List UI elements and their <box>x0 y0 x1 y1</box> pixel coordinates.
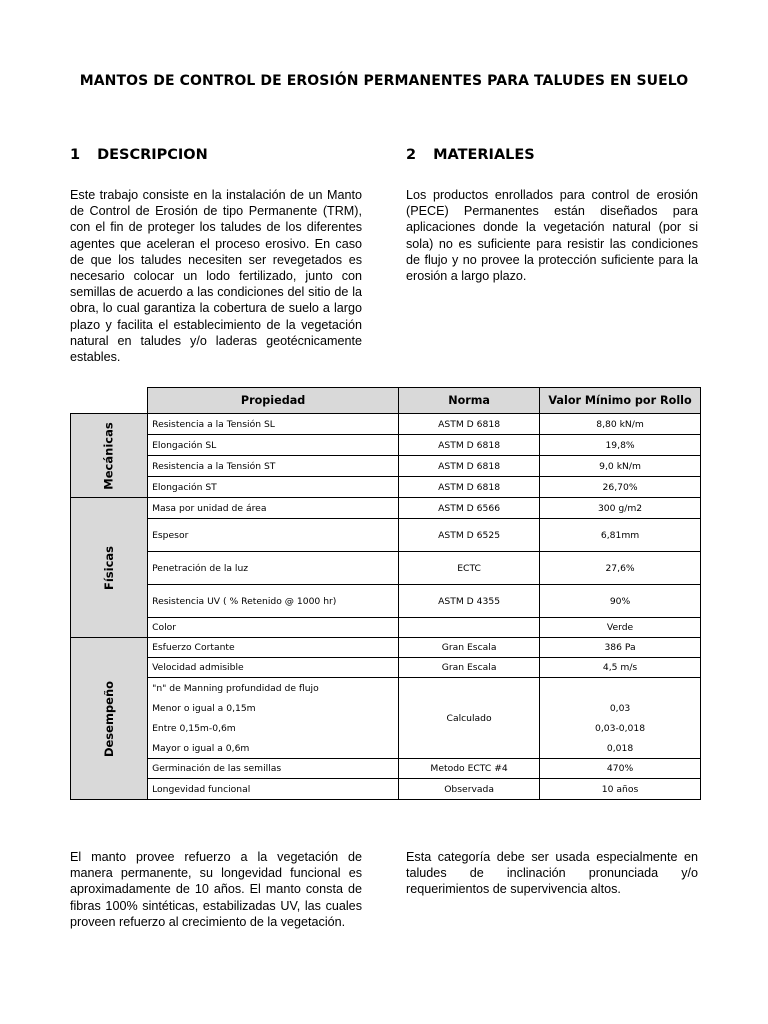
section-heading-text: DESCRIPCION <box>97 147 208 163</box>
header-valor: Valor Mínimo por Rollo <box>540 388 701 414</box>
table-row <box>71 552 701 585</box>
table-row <box>71 638 701 658</box>
section-heading-text: MATERIALES <box>433 147 535 163</box>
cell-valor: 10 años <box>540 779 701 800</box>
table-header-row <box>71 388 701 414</box>
cell-valor <box>540 678 701 699</box>
group-fisicas <box>71 498 148 638</box>
cell-propiedad: Resistencia a la Tensión SL <box>148 414 399 435</box>
cell-norma: ASTM D 6818 <box>399 456 540 477</box>
table-row <box>71 414 701 435</box>
cell-propiedad: Espesor <box>148 519 399 552</box>
table-row <box>71 618 701 638</box>
table-row <box>71 779 701 800</box>
section-heading-descripcion <box>70 147 208 163</box>
cell-norma: ASTM D 6818 <box>399 435 540 456</box>
refuerzo-paragraph: El manto provee refuerzo a la vegetación de manera permanente, su longevidad funcional es aproximadamente de 10 años. El manto consta de fibras 100% sintéticas, estabilizadas UV, las cuales proveen refuerzo al crecimiento de la vegetación. <box>70 850 362 929</box>
table-row <box>71 585 701 618</box>
cell-valor: 300 g/m2 <box>540 498 701 519</box>
document-title: MANTOS DE CONTROL DE EROSIÓN PERMANENTES PARA TALUDES EN SUELO <box>79 73 689 89</box>
table-row <box>71 718 701 738</box>
section-number: 1 <box>70 147 81 163</box>
cell-norma: Observada <box>399 779 540 800</box>
cell-valor: 4,5 m/s <box>540 658 701 678</box>
cell-valor: 19,8% <box>540 435 701 456</box>
cell-valor: 386 Pa <box>540 638 701 658</box>
properties-table <box>70 387 701 800</box>
section-number: 2 <box>406 147 417 163</box>
cell-valor: 0,03-0,018 <box>540 718 701 738</box>
cell-propiedad: Longevidad funcional <box>148 779 399 800</box>
cell-propiedad: Masa por unidad de área <box>148 498 399 519</box>
cell-propiedad: Germinación de las semillas <box>148 759 399 779</box>
materiales-paragraph: Los productos enrollados para control de erosión (PECE) Permanentes están diseñados para aplicaciones donde la vegetación natural (por si sola) no es suficiente para resistir las condiciones de flujo y no provee la protección suficiente para la erosión a largo plazo. <box>406 188 698 284</box>
cell-propiedad: Esfuerzo Cortante <box>148 638 399 658</box>
header-propiedad: Propiedad <box>148 388 399 414</box>
cell-norma: ASTM D 6566 <box>399 498 540 519</box>
cell-valor: 9,0 kN/m <box>540 456 701 477</box>
group-desempeno <box>71 638 148 800</box>
cell-valor: 27,6% <box>540 552 701 585</box>
group-label: Físicas <box>102 545 117 590</box>
cell-norma <box>399 618 540 638</box>
cell-propiedad: Resistencia UV ( % Retenido @ 1000 hr) <box>148 585 399 618</box>
table-row <box>71 658 701 678</box>
cell-norma-calculado: Calculado <box>399 678 540 759</box>
cell-valor: 0,03 <box>540 698 701 718</box>
cell-propiedad: Resistencia a la Tensión ST <box>148 456 399 477</box>
descripcion-paragraph: Este trabajo consiste en la instalación de un Manto de Control de Erosión de tipo Permanente (TRM), con el fin de proteger los taludes de los diferentes agentes que aceleran el proceso erosivo. En caso de que los taludes necesiten ser revegetados es necesario colocar un lodo fertilizado, junto con semillas de acuerdo a las condiciones del sitio de la obra, lo cual garantiza la cobertura de suelo a largo plazo y facilita el establecimiento de la vegetación natural en taludes y/o laderas geotécnicamente estables. <box>70 188 362 365</box>
cell-propiedad: Color <box>148 618 399 638</box>
table-row <box>71 456 701 477</box>
cell-norma: Gran Escala <box>399 638 540 658</box>
cell-propiedad: Velocidad admisible <box>148 658 399 678</box>
table-row <box>71 678 701 699</box>
categoria-paragraph: Esta categoría debe ser usada especialmente en taludes de inclinación pronunciada y/o requerimientos de supervivencia altos. <box>406 850 698 897</box>
header-norma: Norma <box>399 388 540 414</box>
cell-propiedad: Entre 0,15m-0,6m <box>148 718 399 738</box>
cell-valor: 90% <box>540 585 701 618</box>
cell-valor: 6,81mm <box>540 519 701 552</box>
cell-valor: Verde <box>540 618 701 638</box>
cell-propiedad: Menor o igual a 0,15m <box>148 698 399 718</box>
cell-norma: Metodo ECTC #4 <box>399 759 540 779</box>
cell-propiedad: Penetración de la luz <box>148 552 399 585</box>
cell-norma: ASTM D 6818 <box>399 414 540 435</box>
cell-valor: 470% <box>540 759 701 779</box>
cell-norma: ECTC <box>399 552 540 585</box>
cell-valor: 8,80 kN/m <box>540 414 701 435</box>
table-row <box>71 435 701 456</box>
cell-propiedad: "n" de Manning profundidad de flujo <box>148 678 399 699</box>
table-row <box>71 698 701 718</box>
group-label: Desempeño <box>102 680 117 757</box>
group-mecanicas <box>71 414 148 498</box>
cell-propiedad: Elongación SL <box>148 435 399 456</box>
cell-valor: 26,70% <box>540 477 701 498</box>
cell-propiedad: Elongación ST <box>148 477 399 498</box>
cell-valor: 0,018 <box>540 738 701 759</box>
table-row <box>71 477 701 498</box>
table-corner <box>71 388 148 414</box>
cell-norma: ASTM D 4355 <box>399 585 540 618</box>
table-row <box>71 519 701 552</box>
cell-norma: ASTM D 6818 <box>399 477 540 498</box>
table-row <box>71 738 701 759</box>
cell-norma: ASTM D 6525 <box>399 519 540 552</box>
section-heading-materiales <box>406 147 535 163</box>
cell-norma: Gran Escala <box>399 658 540 678</box>
group-label: Mecánicas <box>102 421 117 490</box>
table-row <box>71 498 701 519</box>
table-row <box>71 759 701 779</box>
cell-propiedad: Mayor o igual a 0,6m <box>148 738 399 759</box>
